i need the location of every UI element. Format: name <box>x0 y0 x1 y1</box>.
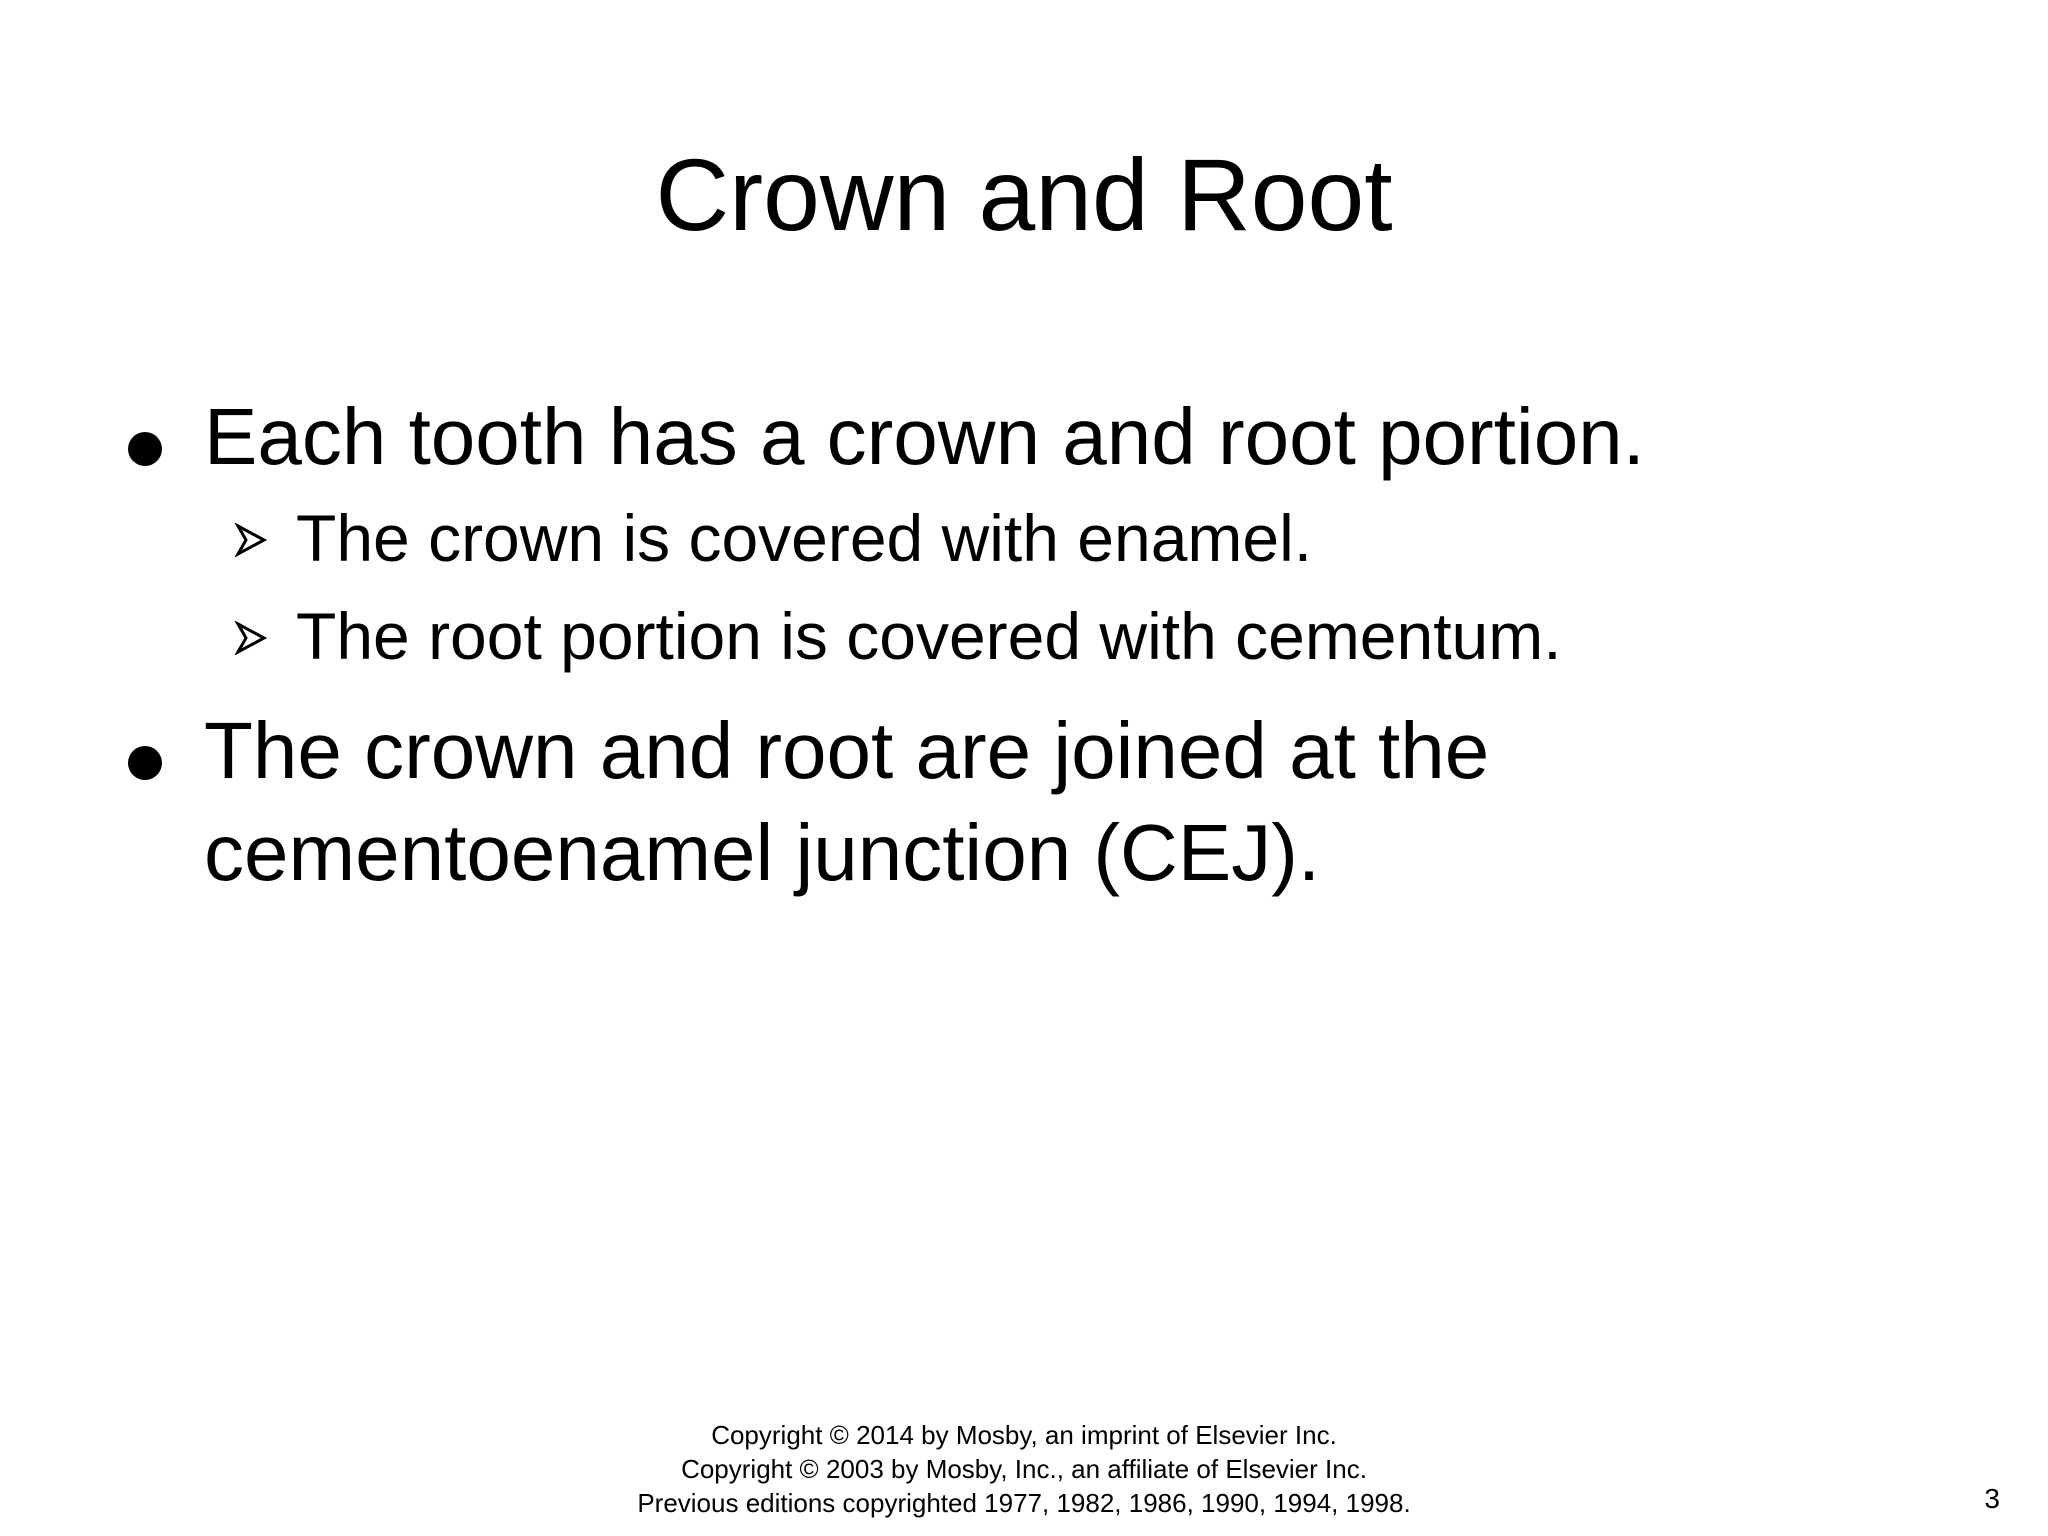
copyright-footer <box>0 1418 2048 1520</box>
bullet-2-text-line-2: cementoenamel junction (CEJ). <box>204 808 1321 897</box>
arrowhead-bullet-icon <box>234 523 268 557</box>
page-number: 3 <box>1984 1483 2000 1514</box>
copyright-line-1: Copyright © 2014 by Mosby, an imprint of Elsevier Inc. <box>711 1420 1337 1450</box>
bullet-1-text: Each tooth has a crown and root portion. <box>204 392 1645 481</box>
bullet-2-text-line-1: The crown and root are joined at the <box>204 706 1490 795</box>
arrowhead-bullet-icon <box>234 621 268 655</box>
filled-circle-bullet-icon <box>128 432 162 466</box>
sub-bullet-1-text: The crown is covered with enamel. <box>296 501 1313 575</box>
slide-title: Crown and Root <box>655 138 1393 252</box>
copyright-line-2: Copyright © 2003 by Mosby, Inc., an affiliate of Elsevier Inc. <box>681 1454 1367 1484</box>
copyright-line-3: Previous editions copyrighted 1977, 1982, 1986, 1990, 1994, 1998. <box>637 1488 1411 1518</box>
sub-bullet-2-text: The root portion is covered with cementum. <box>296 599 1562 673</box>
filled-circle-bullet-icon <box>128 746 162 780</box>
